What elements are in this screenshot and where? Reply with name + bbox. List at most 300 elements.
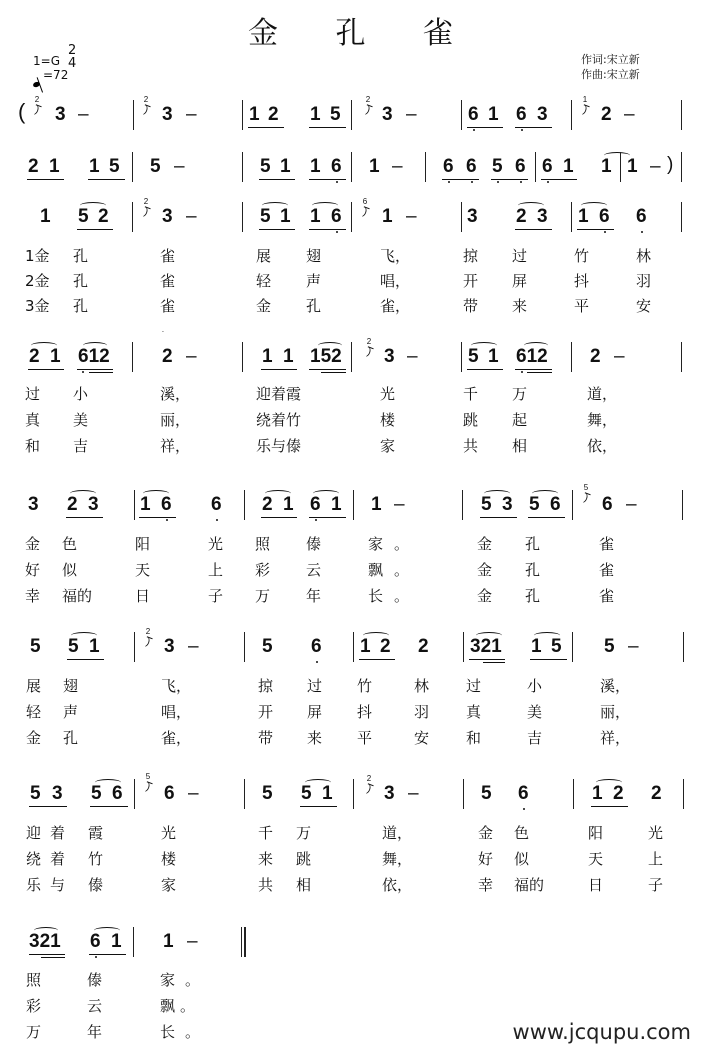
lyric: 。 bbox=[394, 561, 410, 579]
slur bbox=[534, 632, 560, 639]
low-octave-dot bbox=[216, 519, 218, 521]
score-row-1 bbox=[0, 95, 701, 138]
note: 1 bbox=[283, 346, 294, 367]
note: 2 bbox=[262, 494, 273, 515]
grace-note: 6 ) bbox=[361, 197, 369, 219]
note: 1 bbox=[488, 104, 499, 125]
dash: – bbox=[186, 206, 197, 227]
lyric: 美 bbox=[527, 703, 543, 721]
grace-note: 2 ) bbox=[142, 197, 150, 219]
grace-note: · bbox=[161, 327, 165, 336]
lyric: 和 bbox=[466, 729, 482, 747]
lyric: 过 bbox=[466, 677, 482, 695]
note: 5 bbox=[30, 636, 41, 657]
note: 6 bbox=[112, 783, 123, 804]
barline bbox=[572, 490, 573, 520]
lyric: 美 bbox=[73, 411, 89, 429]
note: 5 bbox=[330, 104, 341, 125]
lyric: 安 bbox=[414, 729, 430, 747]
lyric: 天 bbox=[135, 561, 151, 579]
underline bbox=[515, 229, 552, 230]
grace-hook-icon: ) bbox=[361, 206, 369, 219]
barline bbox=[461, 202, 462, 232]
barline bbox=[353, 632, 354, 662]
low-octave-dot bbox=[641, 231, 643, 233]
note: 3 bbox=[162, 206, 173, 227]
dash: – bbox=[628, 636, 639, 657]
low-octave-dot bbox=[336, 231, 338, 233]
note: 1 bbox=[50, 346, 61, 367]
lyric: 掠 bbox=[258, 677, 274, 695]
note: 1 bbox=[488, 346, 499, 367]
note: 1 bbox=[601, 156, 612, 177]
note: 152 bbox=[310, 346, 342, 367]
dash: – bbox=[188, 783, 199, 804]
note: 321 bbox=[470, 636, 502, 657]
time-signature bbox=[68, 44, 76, 70]
score-row-5 bbox=[0, 483, 701, 528]
lyric: 金 bbox=[25, 535, 41, 553]
note: 6 bbox=[636, 206, 647, 227]
lyric: 上 bbox=[648, 850, 664, 868]
dash: – bbox=[407, 346, 418, 367]
lyric: 好 bbox=[478, 850, 494, 868]
slur bbox=[95, 779, 121, 786]
slur bbox=[518, 202, 544, 209]
lyric: 子 bbox=[208, 587, 224, 605]
score-row-6 bbox=[0, 627, 701, 670]
dash: – bbox=[394, 494, 405, 515]
underline bbox=[491, 179, 528, 180]
note: 3 bbox=[55, 104, 66, 125]
note: 1 bbox=[280, 206, 291, 227]
note: 6 bbox=[331, 206, 342, 227]
note: 1 bbox=[89, 636, 100, 657]
lyric: 孔 bbox=[306, 297, 322, 315]
note: 5 bbox=[481, 783, 492, 804]
lyric: 平 bbox=[574, 297, 590, 315]
grace-hook-icon: ) bbox=[364, 104, 372, 117]
lyric: 绕着竹 bbox=[256, 411, 302, 429]
lyric: 共 bbox=[463, 437, 479, 455]
site-watermark: www.jcqupu.com bbox=[512, 1020, 691, 1044]
lyric: 道， bbox=[382, 824, 413, 842]
underline bbox=[248, 127, 284, 128]
lyric: 翅 bbox=[63, 677, 79, 695]
dash: – bbox=[186, 104, 197, 125]
barline bbox=[134, 632, 135, 662]
slur bbox=[313, 490, 339, 497]
underline bbox=[259, 229, 295, 230]
lyric: 抖 bbox=[357, 703, 373, 721]
lyric: 迎 bbox=[26, 824, 42, 842]
grace-hook-icon: ) bbox=[582, 492, 590, 505]
lyric: 轻 bbox=[256, 272, 272, 290]
barline bbox=[463, 632, 464, 662]
note: 5 bbox=[301, 783, 312, 804]
lyric: 带 bbox=[463, 297, 479, 315]
note: 6 bbox=[310, 494, 321, 515]
lyric: 孔 bbox=[73, 272, 89, 290]
score-row-4 bbox=[0, 327, 701, 380]
lyric: 依， bbox=[587, 437, 618, 455]
underline bbox=[261, 517, 297, 518]
lyric: 金 bbox=[478, 824, 494, 842]
slur bbox=[363, 632, 389, 639]
note: 6 bbox=[518, 783, 529, 804]
lyric: 雀， bbox=[380, 297, 411, 315]
note: 6 bbox=[550, 494, 561, 515]
underline bbox=[29, 954, 65, 955]
note: 6 bbox=[90, 931, 101, 952]
lyric: 舞， bbox=[382, 850, 413, 868]
lyric: 唱， bbox=[161, 703, 192, 721]
dash: – bbox=[174, 156, 185, 177]
note: 612 bbox=[78, 346, 110, 367]
note: 1 bbox=[371, 494, 382, 515]
underline bbox=[480, 517, 517, 518]
lyric: 光 bbox=[208, 535, 224, 553]
note: 1 bbox=[578, 206, 589, 227]
note: 1 bbox=[283, 494, 294, 515]
barline bbox=[133, 100, 134, 130]
low-octave-dot bbox=[604, 231, 606, 233]
lyric: 轻 bbox=[26, 703, 42, 721]
key-signature: 1=G bbox=[33, 54, 60, 68]
barline bbox=[463, 779, 464, 809]
underline bbox=[515, 369, 552, 370]
lyric: 金 bbox=[26, 729, 42, 747]
barline bbox=[242, 100, 243, 130]
note: 3 bbox=[537, 104, 548, 125]
note: 1 bbox=[111, 931, 122, 952]
low-octave-dot bbox=[521, 371, 523, 373]
lyric: 孔 bbox=[525, 587, 541, 605]
note: 6 bbox=[161, 494, 172, 515]
lyric: 光 bbox=[380, 385, 396, 403]
grace-hook-icon: ) bbox=[142, 104, 150, 117]
note: 6 bbox=[468, 104, 479, 125]
low-octave-dot bbox=[520, 181, 522, 183]
note: 1 bbox=[322, 783, 333, 804]
note: 2 bbox=[601, 104, 612, 125]
lyric: 傣 bbox=[88, 876, 104, 894]
lyric: 舞， bbox=[587, 411, 618, 429]
barline bbox=[573, 779, 574, 809]
lyric: 色 bbox=[62, 535, 78, 553]
note: 3 bbox=[384, 783, 395, 804]
lyric: 羽 bbox=[414, 703, 430, 721]
underline bbox=[66, 517, 103, 518]
lyric: 掠 bbox=[463, 247, 479, 265]
lyric: 林 bbox=[636, 247, 652, 265]
score-row-2 bbox=[0, 150, 701, 190]
note: 3 bbox=[162, 104, 173, 125]
note: 6 bbox=[516, 104, 527, 125]
note: 1 bbox=[563, 156, 574, 177]
underline bbox=[28, 369, 64, 370]
barline bbox=[461, 100, 462, 130]
lyric: 声 bbox=[63, 703, 79, 721]
underline bbox=[29, 806, 67, 807]
slur bbox=[70, 490, 96, 497]
grace-hook-icon: ) bbox=[581, 104, 589, 117]
dash: – bbox=[187, 931, 198, 952]
lyric: 万 bbox=[296, 824, 312, 842]
note: 5 bbox=[468, 346, 479, 367]
lyric: 孔 bbox=[73, 297, 89, 315]
lyric: 羽 bbox=[636, 272, 652, 290]
note: 5 bbox=[262, 783, 273, 804]
slur bbox=[31, 342, 57, 349]
barline bbox=[572, 632, 573, 662]
slur bbox=[532, 490, 558, 497]
note: 5 bbox=[150, 156, 161, 177]
lyric: 年 bbox=[87, 1023, 103, 1041]
lyric: 1金 bbox=[25, 247, 50, 265]
note: 1 bbox=[360, 636, 371, 657]
lyric: 楼 bbox=[161, 850, 177, 868]
note: 1 bbox=[592, 783, 603, 804]
low-octave-dot bbox=[166, 519, 168, 521]
lyric: 和 bbox=[25, 437, 41, 455]
lyric: 起 bbox=[512, 411, 528, 429]
underline bbox=[300, 806, 337, 807]
lyric: 开 bbox=[463, 272, 479, 290]
tempo-marking bbox=[33, 68, 68, 82]
lyric: 彩 bbox=[255, 561, 271, 579]
lyric: 孔 bbox=[525, 535, 541, 553]
barline bbox=[134, 490, 135, 520]
barline bbox=[462, 490, 463, 520]
dash: – bbox=[78, 104, 89, 125]
note: 5 bbox=[68, 636, 79, 657]
time-signature-top: 2 bbox=[68, 43, 77, 58]
lyric: 长 bbox=[160, 1023, 176, 1041]
barline bbox=[351, 342, 352, 372]
lyric: 家 bbox=[380, 437, 396, 455]
slur bbox=[312, 202, 338, 209]
lyric: 年 bbox=[306, 587, 322, 605]
note: 1 bbox=[40, 206, 51, 227]
slur bbox=[143, 490, 169, 497]
note: 6 bbox=[599, 206, 610, 227]
lyric: 竹 bbox=[574, 247, 590, 265]
low-octave-dot bbox=[95, 956, 97, 958]
grace-hook-icon: ) bbox=[144, 636, 152, 649]
lyric: 日 bbox=[135, 587, 151, 605]
lyric: 展 bbox=[256, 247, 272, 265]
note: 1 bbox=[163, 931, 174, 952]
slur bbox=[484, 490, 510, 497]
time-signature-bottom: 4 bbox=[68, 56, 77, 71]
lyric: 彩 bbox=[26, 997, 42, 1015]
note: 2 bbox=[28, 156, 39, 177]
lyric: 千 bbox=[258, 824, 274, 842]
note: 5 bbox=[604, 636, 615, 657]
lyric: 照 bbox=[26, 971, 42, 989]
lyric: 共 bbox=[258, 876, 274, 894]
note: 5 bbox=[481, 494, 492, 515]
lyric: 带 bbox=[258, 729, 274, 747]
dash: – bbox=[650, 156, 661, 177]
low-octave-dot bbox=[448, 181, 450, 183]
note: 1 bbox=[140, 494, 151, 515]
lyric: 祥， bbox=[160, 437, 191, 455]
lyric: 翅 bbox=[306, 247, 322, 265]
dash: – bbox=[406, 206, 417, 227]
lyric: 。 bbox=[185, 1023, 201, 1041]
note: 2 bbox=[67, 494, 78, 515]
barline bbox=[134, 779, 135, 809]
lyric: 福的 bbox=[514, 876, 545, 894]
note: 6 bbox=[602, 494, 613, 515]
barline bbox=[133, 927, 134, 957]
dash: – bbox=[626, 494, 637, 515]
dash: – bbox=[408, 783, 419, 804]
underline bbox=[309, 517, 346, 518]
note: 2 bbox=[98, 206, 109, 227]
grace-note: 5 ) bbox=[582, 483, 590, 505]
dash: – bbox=[188, 636, 199, 657]
lyric: 相 bbox=[296, 876, 312, 894]
lyric: 千 bbox=[463, 385, 479, 403]
lyric: 跳 bbox=[296, 850, 312, 868]
note: 1 bbox=[49, 156, 60, 177]
barline bbox=[351, 202, 352, 232]
note: 1 bbox=[369, 156, 380, 177]
underline bbox=[90, 806, 128, 807]
note: 5 bbox=[492, 156, 503, 177]
low-octave-dot bbox=[523, 808, 525, 810]
note: 2 bbox=[380, 636, 391, 657]
dash: – bbox=[624, 104, 635, 125]
lyric: 雀 bbox=[599, 535, 615, 553]
lyric: 阳 bbox=[588, 824, 604, 842]
note: 1 bbox=[280, 156, 291, 177]
lyric: 丽， bbox=[160, 411, 191, 429]
lyric: 幸 bbox=[25, 587, 41, 605]
barline bbox=[351, 152, 352, 182]
lyric: 傣 bbox=[306, 535, 322, 553]
low-octave-dot bbox=[547, 181, 549, 183]
lyric: 着 bbox=[50, 850, 66, 868]
score-row-7 bbox=[0, 772, 701, 817]
lyric: 唱， bbox=[380, 272, 411, 290]
lyric: 相 bbox=[512, 437, 528, 455]
slur bbox=[524, 342, 548, 349]
slur bbox=[581, 202, 607, 209]
open-paren: ( bbox=[18, 99, 26, 124]
note: 1 bbox=[331, 494, 342, 515]
underline bbox=[261, 369, 297, 370]
final-barline-thick bbox=[244, 927, 246, 957]
lyric: 展 bbox=[26, 677, 42, 695]
underline bbox=[469, 659, 505, 660]
lyric: 云 bbox=[306, 561, 322, 579]
lyric: 跳 bbox=[463, 411, 479, 429]
credits bbox=[581, 52, 640, 82]
note: 3 bbox=[88, 494, 99, 515]
lyric: 乐 bbox=[26, 876, 42, 894]
underline bbox=[67, 659, 104, 660]
lyric: 色 bbox=[514, 824, 530, 842]
low-octave-dot bbox=[497, 181, 499, 183]
barline bbox=[244, 632, 245, 662]
low-octave-dot bbox=[471, 181, 473, 183]
low-octave-dot bbox=[336, 181, 338, 183]
slur bbox=[80, 202, 106, 209]
lyric: 万 bbox=[26, 1023, 42, 1041]
low-octave-dot bbox=[315, 519, 317, 521]
lyric: 开 bbox=[258, 703, 274, 721]
low-octave-dot bbox=[316, 661, 318, 663]
lyric: 绕 bbox=[26, 850, 42, 868]
double-underline bbox=[321, 372, 346, 373]
lyric: 金 bbox=[477, 587, 493, 605]
slur bbox=[83, 342, 107, 349]
slur bbox=[305, 779, 331, 786]
barline bbox=[461, 342, 462, 372]
score-row-3 bbox=[0, 197, 701, 240]
note: 3 bbox=[28, 494, 39, 515]
lyric: 雀 bbox=[599, 587, 615, 605]
underline bbox=[309, 229, 346, 230]
lyric: 照 bbox=[255, 535, 271, 553]
final-barline-thin bbox=[241, 927, 242, 957]
note: 3 bbox=[467, 206, 478, 227]
underline bbox=[591, 806, 628, 807]
lyric: 2金 bbox=[25, 272, 50, 290]
underline bbox=[467, 369, 503, 370]
note: 2 bbox=[516, 206, 527, 227]
lyric: 竹 bbox=[357, 677, 373, 695]
underline bbox=[515, 127, 552, 128]
lyric: 飞， bbox=[380, 247, 411, 265]
grace-note: 2 ) bbox=[33, 95, 41, 117]
lyric: 雀 bbox=[160, 272, 176, 290]
note: 6 bbox=[331, 156, 342, 177]
note: 1 bbox=[382, 206, 393, 227]
dash: – bbox=[186, 346, 197, 367]
note: 1 bbox=[262, 346, 273, 367]
grace-hook-icon: ) bbox=[365, 346, 373, 359]
barline bbox=[571, 342, 572, 372]
lyric: 过 bbox=[307, 677, 323, 695]
composer: 作曲:宋立新 bbox=[581, 68, 640, 81]
barline bbox=[244, 779, 245, 809]
lyric: 道， bbox=[587, 385, 618, 403]
underline bbox=[577, 229, 614, 230]
double-underline bbox=[483, 662, 505, 663]
note: 5 bbox=[91, 783, 102, 804]
note: 5 bbox=[262, 636, 273, 657]
underline bbox=[528, 517, 565, 518]
lyric: 祥， bbox=[600, 729, 631, 747]
barline bbox=[132, 152, 133, 182]
note: 5 bbox=[260, 206, 271, 227]
tempo-value: =72 bbox=[43, 68, 69, 82]
lyric: 抖 bbox=[574, 272, 590, 290]
lyric: 与 bbox=[50, 876, 66, 894]
barline bbox=[244, 490, 245, 520]
lyric: 迎着霞 bbox=[256, 385, 302, 403]
grace-hook-icon: ) bbox=[33, 104, 41, 117]
note: 3 bbox=[52, 783, 63, 804]
note: 321 bbox=[29, 931, 61, 952]
underline bbox=[309, 127, 346, 128]
underline bbox=[88, 179, 125, 180]
